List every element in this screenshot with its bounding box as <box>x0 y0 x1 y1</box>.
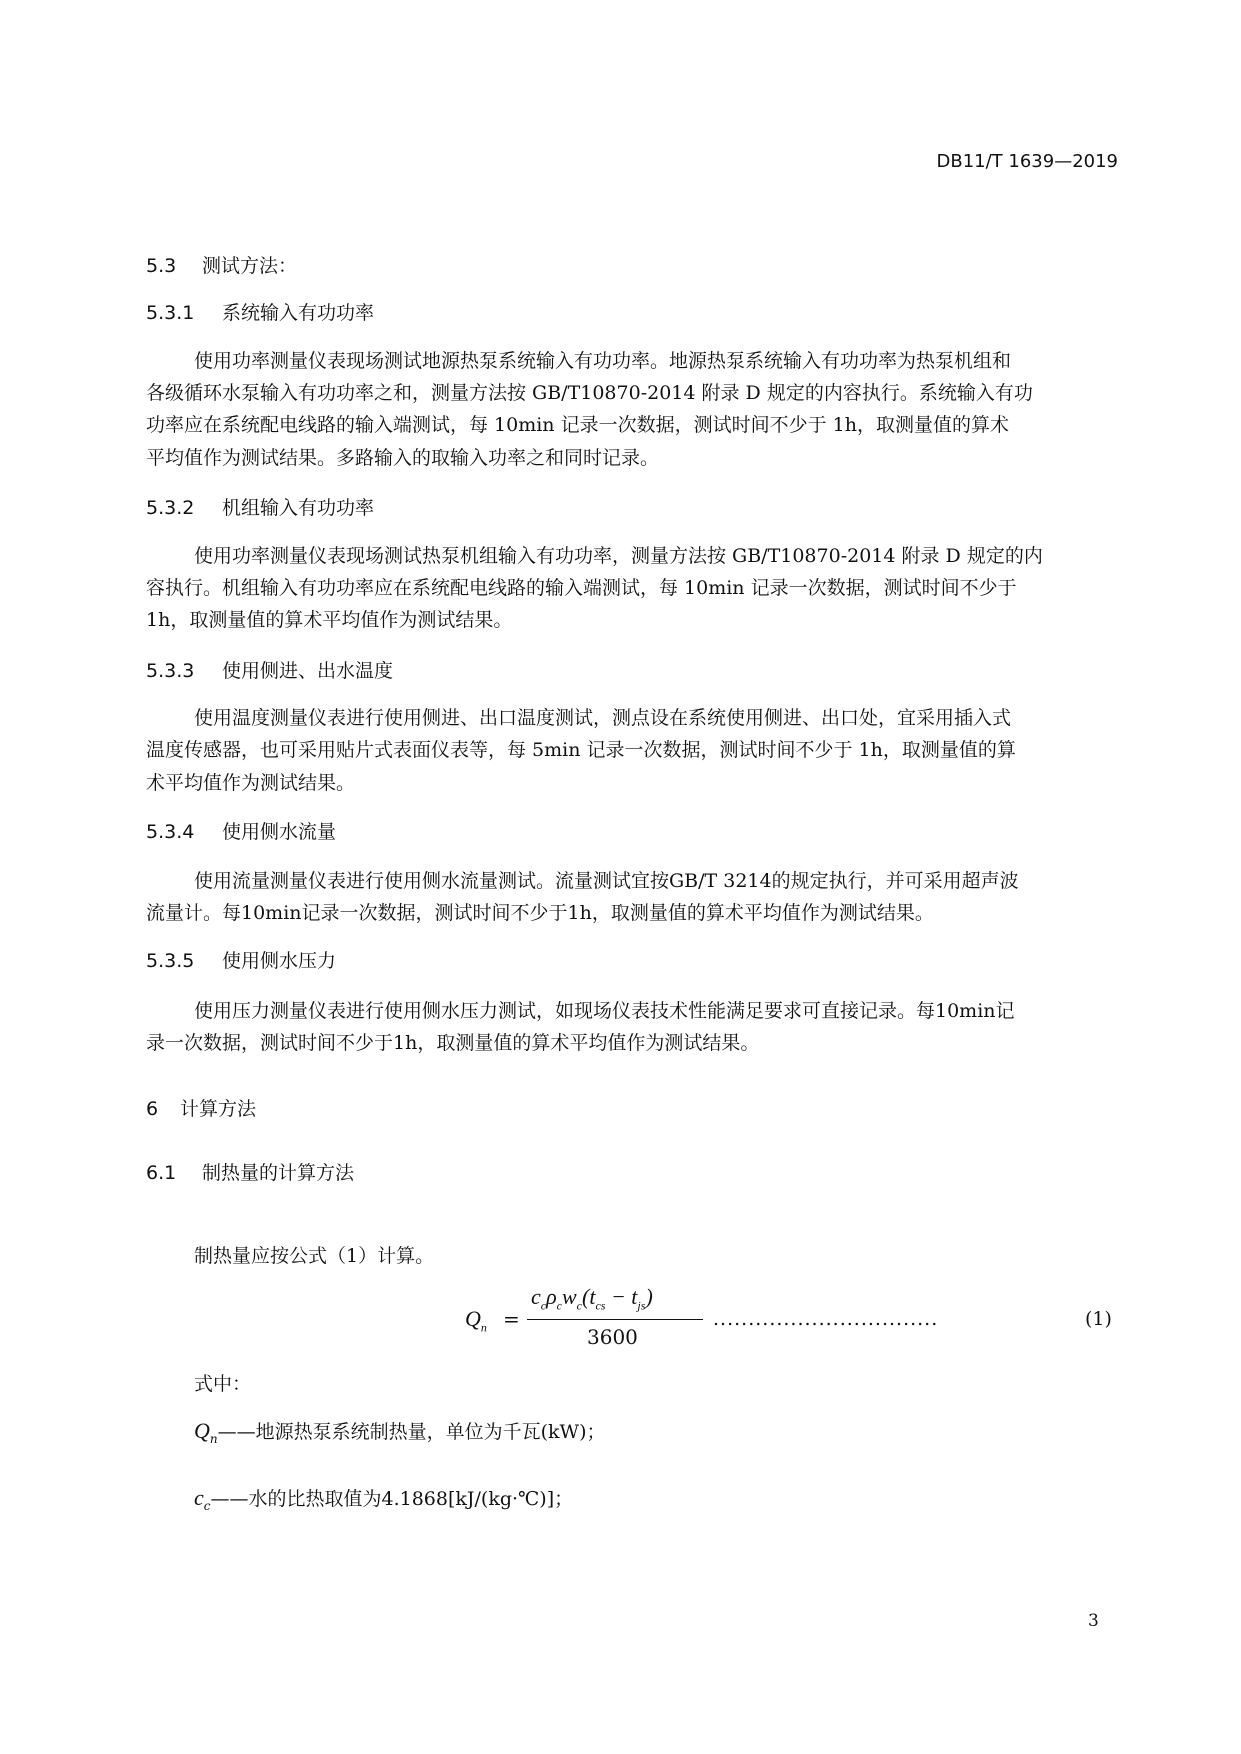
page-number: 3 <box>1088 1611 1099 1631</box>
section-number: 6 <box>146 1098 159 1120</box>
paragraph-line: 功率应在系统配电线路的输入端测试，每 10min 记录一次数据，测试时间不少于 1h，取测量值的算术 <box>146 414 1009 436</box>
paragraph-line: 使用压力测量仪表进行使用侧水压力测试，如现场仪表技术性能满足要求可直接记录。每10min记 <box>194 1000 1015 1022</box>
symbol: w <box>561 1284 577 1309</box>
subscript: c <box>576 1298 582 1313</box>
subscript: n <box>480 1320 487 1335</box>
symbol: − t <box>605 1284 638 1309</box>
definition-cc <box>194 1486 573 1518</box>
symbol: ρ <box>546 1284 557 1309</box>
symbol: c <box>194 1485 204 1510</box>
paragraph-line: 1h，取测量值的算术平均值作为测试结果。 <box>146 609 513 631</box>
symbol-q: Q <box>465 1306 481 1331</box>
section-title: 测试方法： <box>202 255 298 277</box>
section-title: 系统输入有功功率 <box>222 302 375 324</box>
section-number: 5.3.1 <box>146 302 195 324</box>
subscript: js <box>637 1298 646 1313</box>
section-number: 5.3 <box>146 255 177 277</box>
equation-number: (1) <box>1085 1308 1112 1330</box>
paragraph-line: 各级循环水泵输入有功功率之和，测量方法按 GB/T10870-2014 附录 D 规定的内容执行。系统输入有功 <box>146 382 1033 404</box>
section-number: 5.3.5 <box>146 950 195 972</box>
paragraph-line: 使用温度测量仪表进行使用侧进、出口温度测试，测点设在系统使用侧进、出口处，宜采用插入式 <box>194 707 1012 729</box>
section-title: 制热量的计算方法 <box>202 1162 355 1184</box>
formula-intro: 制热量应按公式（1）计算。 <box>194 1245 435 1267</box>
formula-denominator: 3600 <box>587 1325 638 1349</box>
paragraph-line: 温度传感器，也可采用贴片式表面仪表等，每 5min 记录一次数据，测试时间不少于 1h，取测量值的算 <box>146 739 1016 761</box>
subscript: c <box>540 1298 547 1313</box>
subscript: c <box>556 1298 562 1313</box>
section-5-3-heading <box>146 254 297 278</box>
paragraph-line: 术平均值作为测试结果。 <box>146 772 356 794</box>
formula-lhs <box>465 1307 487 1339</box>
section-title: 计算方法 <box>180 1098 257 1120</box>
section-number: 5.3.3 <box>146 660 195 682</box>
paragraph-line: 使用流量测量仪表进行使用侧水流量测试。流量测试宜按GB/T 3214的规定执行，并可采用超声波 <box>194 870 1019 892</box>
symbol: ) <box>645 1284 653 1309</box>
symbol: (t <box>582 1284 596 1309</box>
section-title: 机组输入有功功率 <box>222 497 375 519</box>
where-label: 式中： <box>194 1373 252 1395</box>
section-title: 使用侧水流量 <box>222 821 337 843</box>
paragraph-line: 录一次数据，测试时间不少于1h，取测量值的算术平均值作为测试结果。 <box>146 1032 760 1054</box>
symbol: Q <box>194 1418 210 1443</box>
section-5-3-4-heading <box>146 820 336 844</box>
section-5-3-2-heading <box>146 496 374 520</box>
definition-qn <box>194 1419 606 1451</box>
leader-dots: ................................ <box>713 1308 939 1330</box>
section-title: 使用侧水压力 <box>222 950 337 972</box>
fraction-bar <box>527 1319 703 1320</box>
equals-sign: = <box>503 1307 520 1331</box>
subscript: n <box>209 1431 218 1446</box>
paragraph-line: 使用功率测量仪表现场测试热泵机组输入有功功率，测量方法按 GB/T10870-2014 附录 D 规定的内 <box>194 545 1043 567</box>
definition-text: ——地源热泵系统制热量，单位为千瓦(kW)； <box>217 1421 606 1443</box>
subscript: c <box>203 1498 211 1513</box>
symbol: c <box>531 1284 541 1309</box>
subscript: cs <box>595 1298 606 1313</box>
paragraph-line: 容执行。机组输入有功功率应在系统配电线路的输入端测试，每 10min 记录一次数据，测试时间不少于 <box>146 577 1017 599</box>
paragraph-line: 使用功率测量仪表现场测试地源热泵系统输入有功功率。地源热泵系统输入有功功率为热泵机组和 <box>194 350 1012 372</box>
section-title: 使用侧进、出水温度 <box>222 660 394 682</box>
section-6-1-heading <box>146 1161 354 1185</box>
section-5-3-1-heading <box>146 301 374 325</box>
paragraph-line: 平均值作为测试结果。多路输入的取输入功率之和同时记录。 <box>146 447 660 469</box>
document-code-header: DB11/T 1639—2019 <box>936 151 1118 172</box>
section-6-heading <box>146 1097 256 1121</box>
paragraph-line: 流量计。每10min记录一次数据，测试时间不少于1h，取测量值的算术平均值作为测试结果。 <box>146 902 934 924</box>
section-number: 5.3.4 <box>146 821 195 843</box>
formula-numerator <box>531 1285 653 1317</box>
section-number: 6.1 <box>146 1162 177 1184</box>
formula-1 <box>465 1285 1125 1365</box>
definition-text: ——水的比热取值为4.1868[kJ/(kg·℃)]； <box>210 1488 574 1510</box>
section-5-3-5-heading <box>146 949 336 973</box>
section-5-3-3-heading <box>146 659 393 683</box>
section-number: 5.3.2 <box>146 497 195 519</box>
